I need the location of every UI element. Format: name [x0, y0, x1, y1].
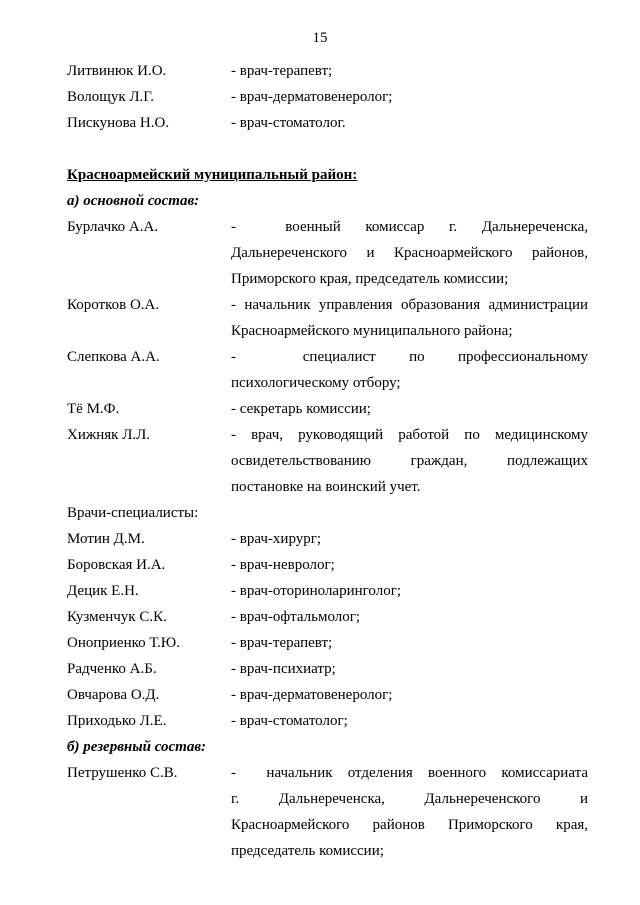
doctors-label: Врачи-специалисты: [67, 505, 199, 521]
doctor-role: - врач-офтальмолог; [231, 609, 361, 625]
member-name: Пискунова Н.О. [67, 115, 170, 131]
member-role: - военный комиссар г. Дальнереченска, Дальнереченского и Красноармейского районов, Приморского края, председатель комиссии; [231, 219, 588, 287]
member-role: - врач-стоматолог. [231, 115, 346, 131]
member-role: - врач-дерматовенеролог; [231, 89, 393, 105]
member-name: Литвинюк И.О. [67, 63, 167, 79]
reserve-composition-heading: б) резервный состав: [67, 739, 207, 755]
doctor-name: Овчарова О.Д. [67, 687, 160, 703]
doctor-name: Оноприенко Т.Ю. [67, 635, 180, 651]
member-role: - врач, руководящий работой по медицинскому освидетельствованию граждан, подлежащих постановке на воинский учет. [231, 427, 588, 495]
member-name: Коротков О.А. [67, 297, 160, 313]
page-number: 15 [312, 30, 328, 46]
member-name: Слепкова А.А. [67, 349, 160, 365]
member-role: - начальник отделения военного комиссариата г. Дальнереченска, Дальнереченского и Красноармейского районов Приморского края, председатель комиссии; [231, 765, 588, 859]
member-role: - специалист по профессиональному психологическому отбору; [231, 349, 588, 391]
member-role: - врач-терапевт; [231, 63, 333, 79]
doctor-name: Радченко А.Б. [67, 661, 157, 677]
doctor-role: - врач-психиатр; [231, 661, 336, 677]
doctor-name: Боровская И.А. [67, 557, 166, 573]
doctor-role: - врач-хирург; [231, 531, 322, 547]
doctor-name: Мотин Д.М. [67, 531, 145, 547]
member-role: - начальник управления образования администрации Красноармейского муниципального района; [231, 297, 588, 339]
member-name: Волощук Л.Г. [67, 89, 155, 105]
doctor-role: - врач-стоматолог; [231, 713, 348, 729]
main-composition-heading: а) основной состав: [67, 193, 200, 209]
doctor-name: Кузменчук С.К. [67, 609, 167, 625]
doctor-role: - врач-оториноларинголог; [231, 583, 402, 599]
section-title: Красноармейский муниципальный район: [67, 167, 358, 183]
doctor-role: - врач-невролог; [231, 557, 335, 573]
member-name: Петрушенко С.В. [67, 765, 178, 781]
member-role: - секретарь комиссии; [231, 401, 371, 417]
member-name: Хижняк Л.Л. [67, 427, 151, 443]
doctor-role: - врач-дерматовенеролог; [231, 687, 393, 703]
doctor-role: - врач-терапевт; [231, 635, 333, 651]
member-name: Тё М.Ф. [67, 401, 120, 417]
doctor-name: Децик Е.Н. [67, 583, 139, 599]
doctor-name: Приходько Л.Е. [67, 713, 167, 729]
member-name: Бурлачко А.А. [67, 219, 159, 235]
